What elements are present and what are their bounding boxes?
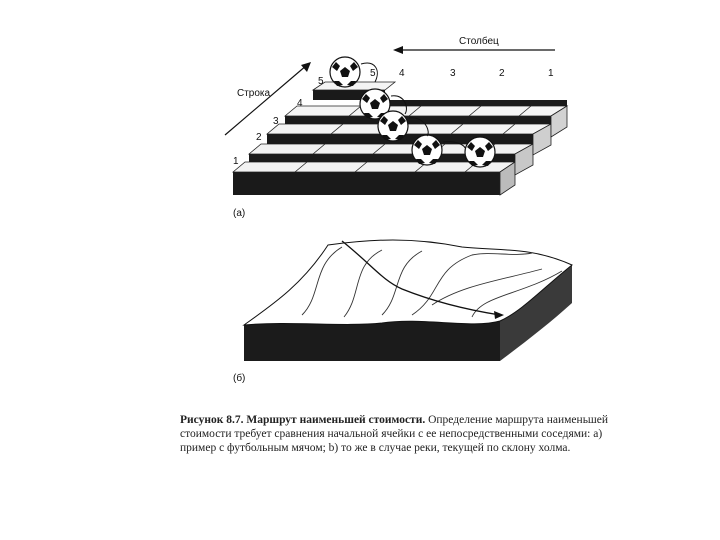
column-axis-label: Столбец xyxy=(459,36,499,47)
soccer-ball-icon xyxy=(378,111,408,141)
column-arrow-head xyxy=(393,46,403,54)
column-number-3: 3 xyxy=(450,68,456,79)
grid-illustration xyxy=(215,30,585,225)
soccer-ball-icon xyxy=(330,57,360,87)
column-number-2: 2 xyxy=(499,68,505,79)
figure-a-grid-diagram xyxy=(215,30,585,225)
row-number-5: 5 xyxy=(318,76,324,87)
row-number-2: 2 xyxy=(256,132,262,143)
panel-a-label: (а) xyxy=(233,208,246,219)
row-number-1: 1 xyxy=(233,156,239,167)
caption-title: Рисунок 8.7. Маршрут наименьшей стоимости. xyxy=(180,414,426,426)
column-number-4: 4 xyxy=(399,68,405,79)
terrain-illustration xyxy=(232,225,587,390)
row-number-3: 3 xyxy=(273,116,279,127)
terrain-front-face xyxy=(244,321,500,361)
soccer-ball-icon xyxy=(412,135,442,165)
figure-b-terrain-diagram xyxy=(232,225,587,390)
row-arrow-head xyxy=(301,62,311,72)
soccer-ball-icon xyxy=(465,137,495,167)
column-number-1: 1 xyxy=(548,68,554,79)
caption-body: Определение маршрута наименьшей стоимости требует сравнения начальной ячейки с ее непосредственными соседями: а) пример с футбольным мячом; b) то же в случае реки, текущей по склону холма. xyxy=(180,414,609,454)
row-axis-label: Строка xyxy=(237,88,271,99)
panel-b-label: (б) xyxy=(233,373,246,384)
figure-caption xyxy=(180,413,635,455)
column-number-5: 5 xyxy=(370,68,376,79)
row-number-4: 4 xyxy=(297,98,303,109)
